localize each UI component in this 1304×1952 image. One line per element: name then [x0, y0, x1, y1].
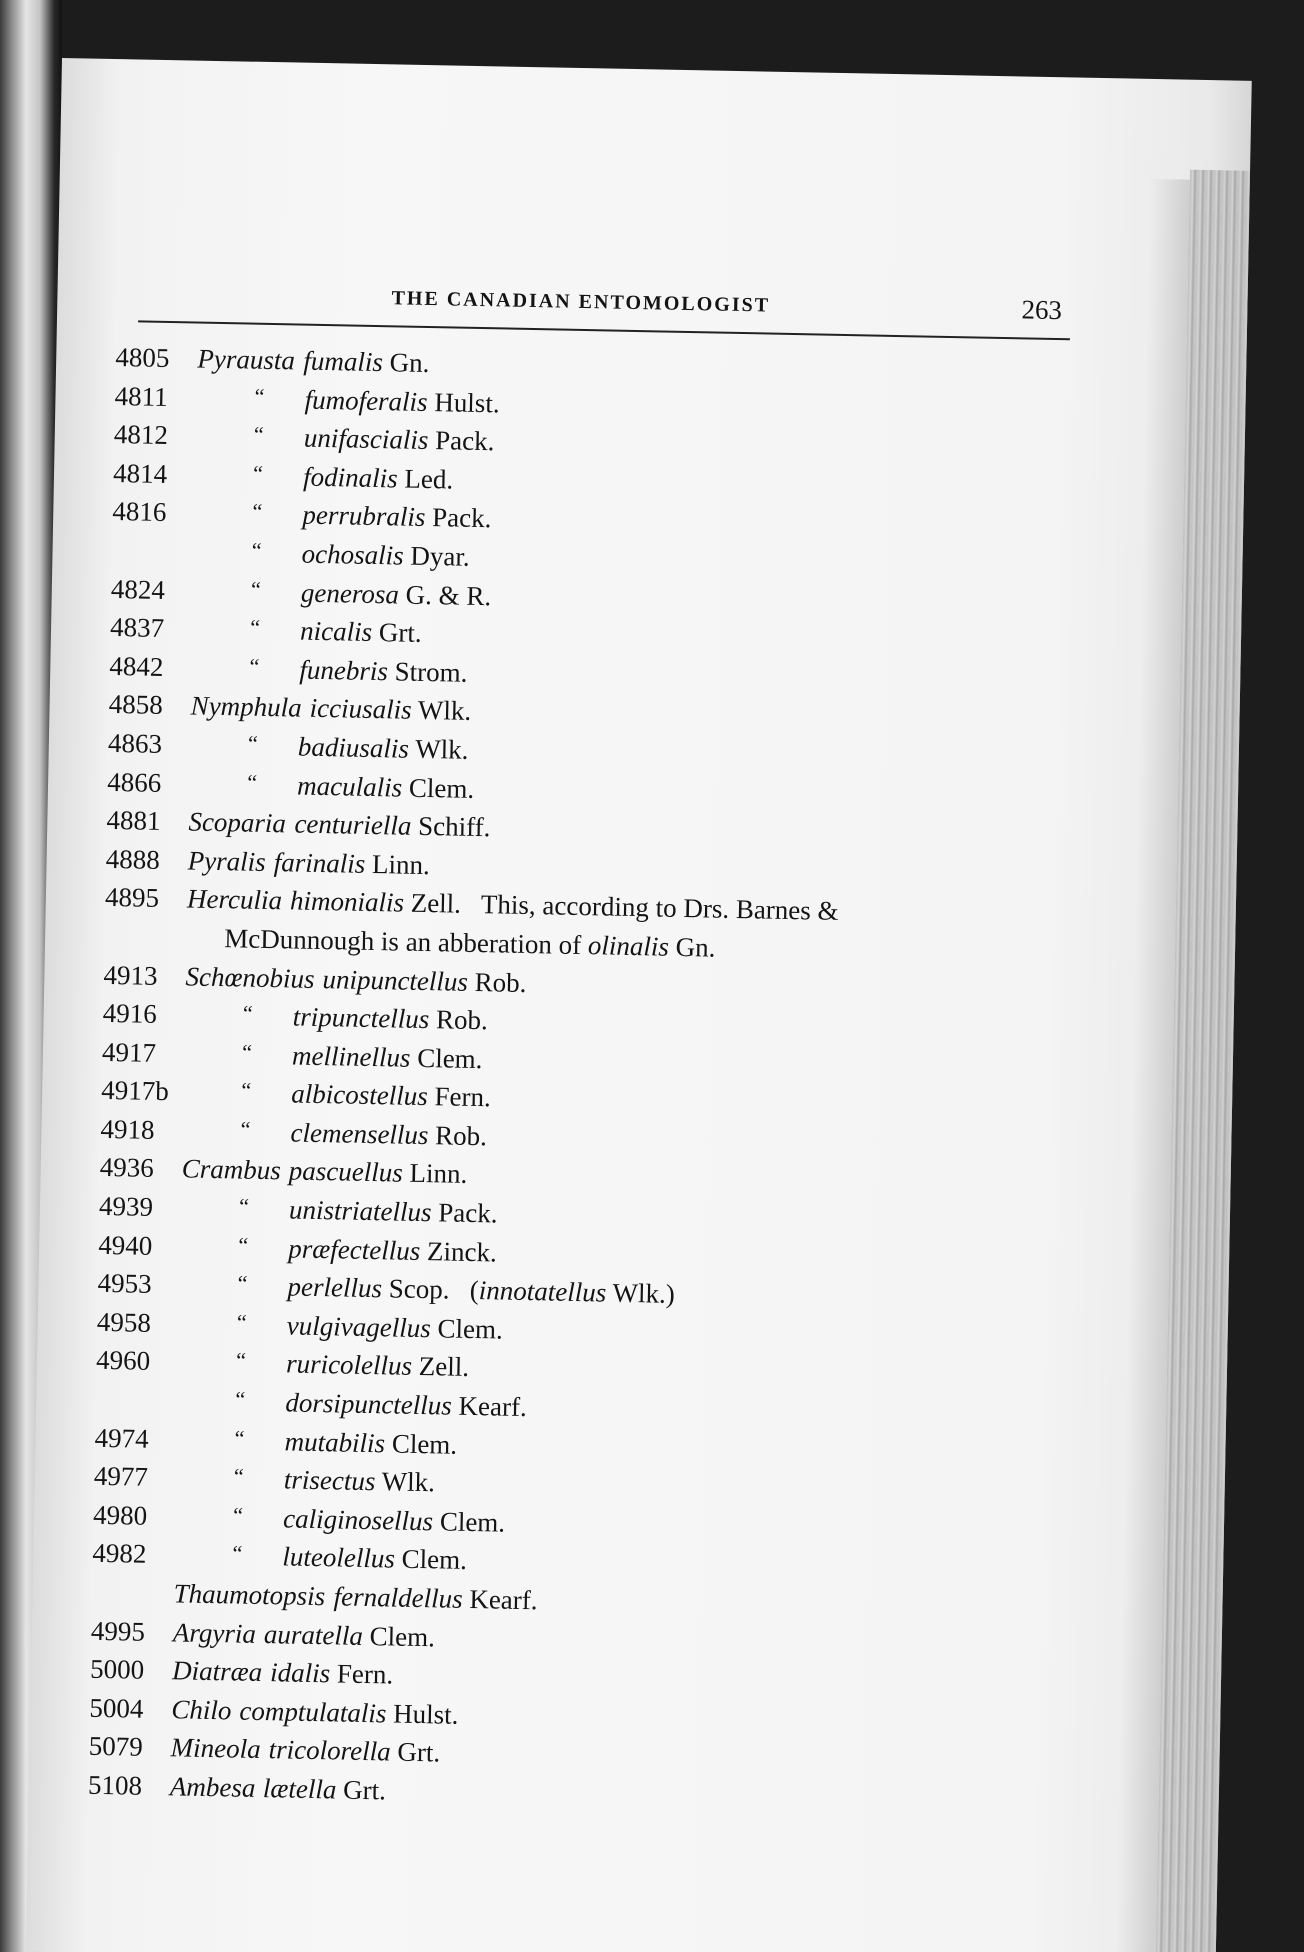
species-epithet: trisectus [283, 1464, 376, 1497]
author-name: Scop. [388, 1273, 450, 1305]
ditto-mark: “ [235, 1347, 247, 1374]
species-epithet: fumalis [303, 345, 384, 378]
species-epithet: perlellus [287, 1271, 383, 1304]
species-name [333, 1577, 538, 1620]
species-epithet: clemensellus [290, 1117, 429, 1151]
ditto-mark: “ [241, 1077, 252, 1103]
species-name [284, 1422, 457, 1464]
catalog-number: 4913 [103, 959, 158, 991]
catalog-number: 4895 [104, 882, 160, 914]
genus-name: Schœnobius [185, 960, 315, 994]
catalog-number: 4916 [102, 997, 158, 1029]
species-name [268, 1731, 440, 1773]
header-rule [138, 320, 1070, 340]
species-epithet: fernaldellus [333, 1581, 463, 1614]
species-name [304, 419, 495, 461]
synonym-open: ( [469, 1275, 480, 1306]
species-epithet: himonialis [289, 885, 405, 918]
catalog-number: 4881 [106, 805, 161, 837]
author-name: Clem. [391, 1428, 458, 1460]
species-epithet: generosa [300, 577, 400, 610]
genus-name: Scoparia [188, 806, 287, 839]
catalog-number: 4917b [101, 1075, 170, 1107]
author-name: Gn. [389, 347, 430, 379]
catalog-number: 4816 [112, 496, 167, 528]
catalog-number: 4866 [106, 766, 162, 798]
catalog-number: 5004 [89, 1692, 144, 1724]
author-name: Fern. [336, 1658, 394, 1690]
species-name [285, 1383, 527, 1426]
author-name: Wlk. [381, 1466, 436, 1498]
note-author: Gn. [675, 931, 716, 963]
catalog-number: 4960 [95, 1345, 151, 1377]
ditto-mark: “ [253, 421, 264, 448]
ditto-mark: “ [242, 1000, 253, 1026]
species-epithet: dorsipunctellus [285, 1387, 453, 1421]
author-name: Wlk. [414, 733, 469, 765]
species-name [297, 766, 475, 808]
ditto-mark: “ [254, 383, 265, 409]
genus-name: Pyralis [187, 845, 267, 877]
species-epithet: lætella [262, 1773, 337, 1805]
author-name: Dyar. [410, 540, 470, 572]
note-text: McDunnough is an abberation of [223, 923, 582, 960]
species-name [286, 1306, 503, 1349]
catalog-number: 4974 [94, 1422, 149, 1454]
author-name: Clem. [401, 1544, 468, 1576]
species-name [282, 1538, 467, 1580]
species-epithet: unifascialis [303, 422, 429, 456]
ditto-mark: “ [247, 730, 259, 756]
genus-name: Ambesa [169, 1771, 256, 1803]
author-name: Grt. [378, 617, 422, 649]
species-name [299, 650, 468, 692]
ditto-mark: “ [241, 1039, 253, 1065]
species-name [290, 1113, 487, 1155]
ditto-mark: “ [252, 460, 264, 486]
ditto-mark: “ [250, 614, 261, 640]
species-epithet: icciusalis [309, 693, 412, 726]
species-name [301, 573, 492, 615]
species-name [309, 689, 471, 731]
author-name: Linn. [371, 848, 431, 880]
species-epithet: tripunctellus [292, 1001, 430, 1035]
catalog-number: 4863 [107, 727, 163, 759]
author-name: Clem. [369, 1620, 436, 1652]
entry-note: This, according to Drs. Barnes & [480, 889, 839, 927]
species-name [294, 805, 491, 847]
author-name: Kearf. [458, 1390, 528, 1423]
species-name [300, 612, 422, 653]
ditto-mark: “ [250, 576, 261, 602]
species-epithet: badiusalis [297, 731, 410, 764]
species-epithet: vulgivagellus [286, 1310, 432, 1344]
species-name [303, 342, 430, 383]
author-name: Zell. [410, 888, 462, 920]
genus-name: Pyrausta [197, 343, 296, 376]
ditto-mark: “ [234, 1425, 245, 1451]
author-name: Strom. [394, 656, 468, 688]
genus-name: Chilo [171, 1694, 232, 1726]
author-name: Rob. [435, 1004, 489, 1036]
author-name: Led. [404, 463, 454, 495]
ditto-mark: “ [251, 537, 262, 563]
synonym-author: Wlk.) [612, 1277, 676, 1310]
species-name [283, 1499, 506, 1542]
catalog-number: 4958 [96, 1306, 152, 1338]
ditto-mark: “ [238, 1232, 249, 1258]
author-name: Wlk. [417, 695, 472, 727]
catalog-number: 4918 [100, 1113, 155, 1145]
ditto-mark: “ [238, 1193, 250, 1219]
species-epithet: nicalis [299, 615, 373, 648]
author-name: Clem. [416, 1042, 483, 1074]
ditto-mark: “ [247, 769, 258, 795]
ditto-mark: “ [233, 1463, 244, 1489]
species-epithet: præfectellus [288, 1233, 421, 1266]
species-name [273, 843, 430, 885]
author-name: Rob. [434, 1120, 488, 1152]
catalog-number: 4977 [93, 1460, 149, 1493]
ditto-mark: “ [252, 499, 263, 525]
catalog-number: 5108 [87, 1769, 143, 1801]
synonym-name: innotatellus [478, 1275, 607, 1308]
species-name [322, 960, 527, 1003]
author-name: Kearf. [469, 1584, 538, 1616]
author-name: G. & R. [405, 579, 492, 611]
species-epithet: ochosalis [301, 538, 404, 571]
species-epithet: fumoferalis [304, 384, 428, 417]
species-epithet: tricolorella [268, 1734, 391, 1767]
species-name [239, 1691, 459, 1734]
genus-name: Mineola [170, 1732, 261, 1765]
genus-name: Diatræa [171, 1655, 263, 1688]
species-name [301, 535, 470, 577]
catalog-number: 4811 [114, 380, 168, 412]
ditto-mark: “ [237, 1270, 248, 1296]
author-name: Pack. [431, 502, 492, 534]
note-species: olinalis [587, 930, 670, 962]
ditto-mark: “ [235, 1386, 246, 1412]
species-name [302, 496, 492, 538]
author-name: Hulst. [434, 386, 500, 418]
catalog-number: 4858 [108, 689, 164, 721]
species-epithet: perrubralis [302, 499, 426, 533]
catalog-number: 4837 [109, 612, 165, 644]
species-epithet: caliginosellus [282, 1503, 434, 1537]
author-name: Zinck. [426, 1235, 498, 1268]
catalog-number: 4888 [105, 843, 161, 875]
species-name [290, 882, 462, 924]
species-name [289, 1191, 498, 1234]
species-epithet: luteolellus [282, 1541, 396, 1574]
species-epithet: ruricolellus [285, 1348, 413, 1382]
author-name: Rob. [474, 966, 527, 998]
genus-name: Thaumotopsis [173, 1578, 326, 1612]
species-name [264, 1615, 436, 1657]
author-name: Linn. [409, 1158, 468, 1190]
author-name: Clem. [439, 1506, 506, 1538]
author-name: Grt. [397, 1737, 441, 1768]
species-name [286, 1345, 470, 1387]
species-epithet: fodinalis [302, 461, 398, 494]
species-epithet: farinalis [273, 846, 366, 879]
catalog-number: 4982 [92, 1538, 147, 1570]
ditto-mark: “ [232, 1502, 244, 1528]
species-epithet: idalis [269, 1657, 331, 1689]
genus-name: Crambus [181, 1153, 282, 1186]
species-epithet: albicostellus [291, 1078, 429, 1112]
species-list [88, 338, 1076, 1823]
genus-name: Herculia [186, 883, 283, 916]
genus-name: Argyria [172, 1616, 257, 1649]
catalog-number: 4940 [98, 1229, 153, 1261]
catalog-number: 4824 [110, 573, 166, 605]
ditto-mark: “ [249, 653, 260, 679]
species-name [303, 457, 454, 498]
catalog-number: 4814 [112, 457, 168, 489]
species-name [288, 1152, 467, 1194]
species-epithet: maculalis [296, 770, 403, 803]
author-name: Zell. [418, 1351, 470, 1383]
author-name: Clem. [408, 772, 475, 804]
catalog-number: 4953 [97, 1268, 152, 1300]
species-epithet: pascuellus [288, 1155, 404, 1189]
author-name: Pack. [438, 1197, 498, 1229]
species-name [292, 1036, 483, 1078]
species-epithet: comptulatalis [239, 1695, 387, 1729]
species-epithet: unipunctellus [322, 963, 469, 997]
catalog-number: 4995 [90, 1615, 146, 1647]
species-name [263, 1769, 387, 1810]
species-name [298, 727, 469, 769]
species-epithet: funebris [299, 654, 389, 687]
author-name: Grt. [342, 1774, 387, 1806]
catalog-number: 5079 [88, 1731, 144, 1763]
genus-name: Nymphula [190, 690, 302, 723]
ditto-mark: “ [240, 1116, 251, 1142]
species-name [270, 1653, 394, 1694]
catalog-number: 4842 [109, 650, 164, 682]
page-text-block [88, 222, 1078, 1820]
author-name: Pack. [434, 425, 495, 457]
catalog-number: 5000 [89, 1653, 145, 1685]
species-epithet: mellinellus [291, 1040, 411, 1073]
ditto-mark: “ [236, 1309, 247, 1335]
author-name: Clem. [437, 1313, 504, 1345]
species-epithet: auratella [263, 1618, 364, 1651]
species-name [291, 1075, 491, 1117]
catalog-number: 4805 [115, 341, 170, 374]
species-name [284, 1461, 436, 1502]
running-title: THE CANADIAN ENTOMOLOGIST [391, 287, 771, 317]
catalog-number: 4812 [113, 419, 169, 451]
ditto-mark: “ [232, 1540, 243, 1567]
page-number: 263 [1021, 294, 1063, 326]
author-name: Fern. [434, 1081, 492, 1113]
species-name [304, 380, 500, 422]
catalog-number: 4939 [98, 1190, 154, 1222]
catalog-number: 4917 [101, 1036, 157, 1068]
species-epithet: mutabilis [284, 1426, 386, 1458]
species-name [292, 998, 488, 1040]
author-name: Schiff. [417, 811, 491, 843]
species-epithet: centuriella [294, 808, 412, 841]
author-name: Hulst. [392, 1698, 459, 1730]
species-epithet: unistriatellus [288, 1194, 432, 1228]
species-name [288, 1229, 497, 1272]
catalog-number: 4936 [99, 1152, 155, 1184]
catalog-number: 4980 [92, 1499, 148, 1531]
